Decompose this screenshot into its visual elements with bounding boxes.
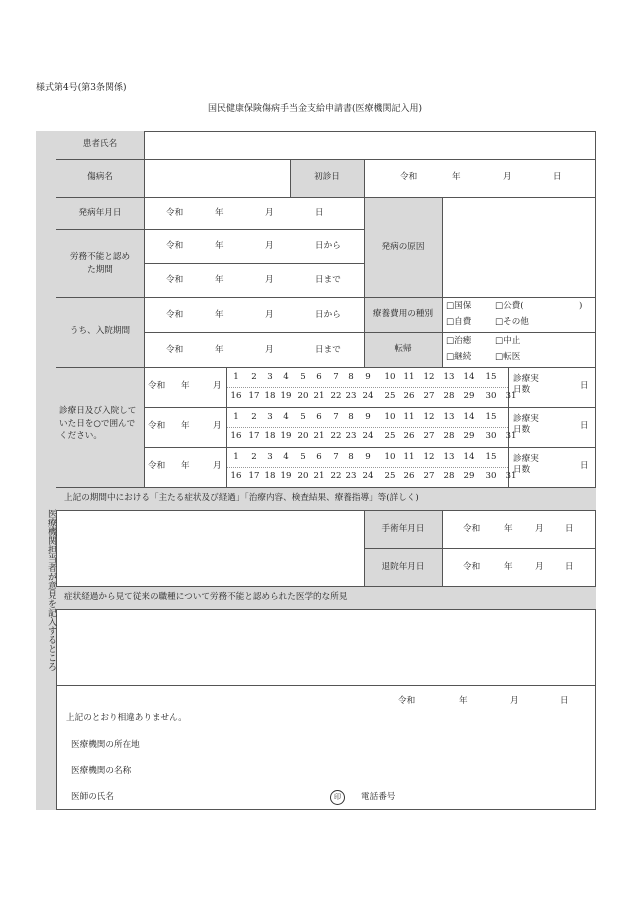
- discharge-era: 令和: [463, 562, 481, 572]
- sign-day: 日: [560, 696, 569, 706]
- day-cell[interactable]: 1: [233, 452, 239, 462]
- day-cell[interactable]: 5: [300, 372, 306, 382]
- day-cell[interactable]: 2: [251, 452, 257, 462]
- incapacity-to-era: 令和: [166, 275, 184, 285]
- day-cell[interactable]: 13: [443, 452, 455, 462]
- onset-day: 日: [315, 208, 324, 218]
- day-cell[interactable]: 8: [348, 452, 354, 462]
- day-cell[interactable]: 13: [443, 412, 455, 422]
- day-cell[interactable]: 22: [330, 431, 342, 441]
- day-cell[interactable]: 2: [251, 372, 257, 382]
- day-cell[interactable]: 11: [403, 452, 415, 462]
- day-cell[interactable]: 9: [365, 372, 371, 382]
- day-cell[interactable]: 22: [330, 391, 342, 401]
- day-cell[interactable]: 3: [267, 372, 273, 382]
- day-cell[interactable]: 23: [345, 471, 357, 481]
- surgery-date-label: 手術年月日: [381, 524, 425, 534]
- visit-row-year: 年: [181, 421, 190, 431]
- incapacity-from-era: 令和: [166, 241, 184, 251]
- day-cell[interactable]: 26: [403, 431, 415, 441]
- discharge-month: 月: [535, 562, 544, 572]
- day-cell[interactable]: 19: [280, 391, 292, 401]
- day-cell[interactable]: 17: [248, 471, 260, 481]
- outcome-stopped[interactable]: □中止: [495, 336, 521, 346]
- disease-name-field[interactable]: [145, 160, 289, 196]
- day-cell[interactable]: 29: [463, 391, 475, 401]
- hospital-from-year: 年: [215, 310, 224, 320]
- day-cell[interactable]: 23: [345, 431, 357, 441]
- day-cell[interactable]: 17: [248, 431, 260, 441]
- phone-label: 電話番号: [361, 792, 396, 802]
- day-cell[interactable]: 6: [316, 452, 322, 462]
- day-cell[interactable]: 14: [463, 412, 475, 422]
- clinic-address-label: 医療機関の所在地: [71, 740, 140, 750]
- visit-row-year: 年: [181, 461, 190, 471]
- day-cell[interactable]: 4: [283, 372, 289, 382]
- actual-days-unit: 日: [580, 381, 589, 391]
- first-visit-day: 日: [553, 172, 562, 182]
- seal-icon: 印: [330, 790, 345, 805]
- incapacity-from-year: 年: [215, 241, 224, 251]
- day-cell[interactable]: 18: [264, 391, 276, 401]
- side-label-column: [36, 131, 57, 810]
- symptoms-heading: 上記の期間中における「主たる症状及び経過」「治療内容、検査結果、療養指導」等(詳しく): [64, 493, 419, 503]
- day-cell[interactable]: 8: [348, 372, 354, 382]
- day-cell[interactable]: 16: [230, 431, 242, 441]
- onset-cause-label: 発病の原因: [381, 242, 425, 252]
- incapacity-to-day: 日まで: [315, 275, 341, 285]
- visit-row-month: 月: [213, 421, 222, 431]
- day-cell[interactable]: 19: [280, 471, 292, 481]
- sign-year: 年: [459, 696, 468, 706]
- day-cell[interactable]: 5: [300, 452, 306, 462]
- day-cell[interactable]: 22: [330, 471, 342, 481]
- day-cell[interactable]: 27: [423, 431, 435, 441]
- day-cell[interactable]: 28: [443, 431, 455, 441]
- onset-era: 令和: [166, 208, 184, 218]
- day-cell[interactable]: 24: [362, 431, 374, 441]
- visit-row-era: 令和: [148, 461, 166, 471]
- first-visit-year: 年: [452, 172, 461, 182]
- day-cell[interactable]: 27: [423, 471, 435, 481]
- day-cell[interactable]: 26: [403, 391, 415, 401]
- surgery-year: 年: [504, 524, 513, 534]
- day-cell[interactable]: 30: [485, 391, 497, 401]
- day-cell[interactable]: 12: [423, 452, 435, 462]
- onset-cause-field[interactable]: [443, 198, 595, 296]
- day-cell[interactable]: 12: [423, 412, 435, 422]
- onset-date-label: 発病年月日: [78, 208, 122, 218]
- cost-option-kouhi-close: ): [579, 301, 583, 311]
- day-cell[interactable]: 28: [443, 471, 455, 481]
- onset-year: 年: [215, 208, 224, 218]
- day-cell[interactable]: 31: [505, 431, 517, 441]
- incapacity-to-month: 月: [265, 275, 274, 285]
- day-cell[interactable]: 30: [485, 471, 497, 481]
- day-cell[interactable]: 5: [300, 412, 306, 422]
- day-cell[interactable]: 19: [280, 431, 292, 441]
- outcome-transfer[interactable]: □転医: [495, 352, 521, 362]
- clinic-name-label: 医療機関の名称: [71, 766, 132, 776]
- day-cell[interactable]: 10: [384, 372, 396, 382]
- form-number: 様式第4号(第3条関係): [36, 83, 127, 93]
- day-cell[interactable]: 21: [313, 431, 325, 441]
- patient-name-field[interactable]: [144, 132, 595, 158]
- cost-option-other[interactable]: □その他: [495, 317, 529, 327]
- day-cell[interactable]: 18: [264, 471, 276, 481]
- hospital-to-day: 日まで: [315, 345, 341, 355]
- day-cell[interactable]: 24: [362, 471, 374, 481]
- day-cell[interactable]: 9: [365, 412, 371, 422]
- visit-row-era: 令和: [148, 381, 166, 391]
- day-cell[interactable]: 30: [485, 431, 497, 441]
- actual-days-label: 診療実日数: [513, 414, 539, 435]
- actual-days-unit: 日: [580, 461, 589, 471]
- patient-name-label: 患者氏名: [82, 139, 118, 149]
- day-cell[interactable]: 10: [384, 452, 396, 462]
- surgery-era: 令和: [463, 524, 481, 534]
- day-cell[interactable]: 16: [230, 471, 242, 481]
- day-cell[interactable]: 14: [463, 452, 475, 462]
- day-cell[interactable]: 27: [423, 391, 435, 401]
- visit-row-year: 年: [181, 381, 190, 391]
- day-cell[interactable]: 31: [505, 391, 517, 401]
- opinion-field[interactable]: [57, 610, 595, 684]
- first-visit-era: 令和: [400, 172, 418, 182]
- day-cell[interactable]: 7: [333, 452, 339, 462]
- day-cell[interactable]: 12: [423, 372, 435, 382]
- day-cell[interactable]: 20: [297, 391, 309, 401]
- day-cell[interactable]: 31: [505, 471, 517, 481]
- day-cell[interactable]: 11: [403, 372, 415, 382]
- opinion-heading: 症状経過から見て従来の職種について労務不能と認められた医学的な所見: [64, 592, 348, 602]
- day-cell[interactable]: 6: [316, 412, 322, 422]
- day-cell[interactable]: 25: [384, 431, 396, 441]
- cost-option-kouhi[interactable]: □公費(: [495, 301, 524, 311]
- day-cell[interactable]: 15: [485, 452, 497, 462]
- hospital-from-day: 日から: [315, 310, 341, 320]
- day-cell[interactable]: 21: [313, 391, 325, 401]
- disease-name-label: 傷病名: [87, 172, 113, 182]
- day-cell[interactable]: 15: [485, 372, 497, 382]
- day-cell[interactable]: 28: [443, 391, 455, 401]
- day-cell[interactable]: 7: [333, 372, 339, 382]
- discharge-year: 年: [504, 562, 513, 572]
- incapacity-from-month: 月: [265, 241, 274, 251]
- visit-row-month: 月: [213, 381, 222, 391]
- day-cell[interactable]: 7: [333, 412, 339, 422]
- day-cell[interactable]: 25: [384, 391, 396, 401]
- day-cell[interactable]: 25: [384, 471, 396, 481]
- day-cell[interactable]: 8: [348, 412, 354, 422]
- certify-text: 上記のとおり相違ありません。: [66, 713, 187, 723]
- hospital-to-era: 令和: [166, 345, 184, 355]
- day-cell[interactable]: 9: [365, 452, 371, 462]
- day-cell[interactable]: 10: [384, 412, 396, 422]
- day-cell[interactable]: 18: [264, 431, 276, 441]
- discharge-day: 日: [565, 562, 574, 572]
- actual-days-label: 診療実日数: [513, 454, 539, 475]
- day-cell[interactable]: 3: [267, 412, 273, 422]
- day-cell[interactable]: 1: [233, 372, 239, 382]
- visit-days-label: 診療日及び入院していた日を○で囲んでください。: [59, 406, 137, 441]
- surgery-month: 月: [535, 524, 544, 534]
- hospital-to-month: 月: [265, 345, 274, 355]
- day-cell[interactable]: 24: [362, 391, 374, 401]
- page-title: 国民健康保険傷病手当金支給申請書(医療機関記入用): [207, 104, 423, 114]
- side-label: 医療機関担当者が意見を記入するところ: [46, 509, 56, 671]
- incapacity-to-year: 年: [215, 275, 224, 285]
- symptoms-field[interactable]: [57, 511, 363, 585]
- visit-row-era: 令和: [148, 421, 166, 431]
- day-cell[interactable]: 16: [230, 391, 242, 401]
- actual-days-unit: 日: [580, 421, 589, 431]
- hospital-period-label: うち、入院期間: [69, 326, 131, 336]
- day-cell[interactable]: 23: [345, 391, 357, 401]
- day-cell[interactable]: 4: [283, 412, 289, 422]
- day-cell[interactable]: 21: [313, 471, 325, 481]
- first-visit-month: 月: [503, 172, 512, 182]
- discharge-date-label: 退院年月日: [381, 562, 425, 572]
- day-cell[interactable]: 1: [233, 412, 239, 422]
- cost-option-kokuho[interactable]: □国保: [446, 301, 472, 311]
- hospital-from-era: 令和: [166, 310, 184, 320]
- sign-era: 令和: [398, 696, 416, 706]
- hospital-to-year: 年: [215, 345, 224, 355]
- day-cell[interactable]: 29: [463, 471, 475, 481]
- doctor-name-label: 医師の氏名: [71, 792, 114, 802]
- day-cell[interactable]: 14: [463, 372, 475, 382]
- cost-option-jihi[interactable]: □自費: [446, 317, 472, 327]
- incapacity-from-day: 日から: [315, 241, 341, 251]
- onset-month: 月: [265, 208, 274, 218]
- outcome-continuing[interactable]: □継続: [446, 352, 472, 362]
- day-cell[interactable]: 20: [297, 431, 309, 441]
- day-cell[interactable]: 17: [248, 391, 260, 401]
- sign-month: 月: [510, 696, 519, 706]
- surgery-day: 日: [565, 524, 574, 534]
- day-cell[interactable]: 6: [316, 372, 322, 382]
- cost-type-label: 療養費用の種別: [372, 309, 434, 319]
- outcome-label: 転帰: [394, 344, 412, 354]
- first-visit-label: 初診日: [314, 172, 340, 182]
- actual-days-label: 診療実日数: [513, 374, 539, 395]
- day-cell[interactable]: 11: [403, 412, 415, 422]
- day-cell[interactable]: 4: [283, 452, 289, 462]
- day-cell[interactable]: 20: [297, 471, 309, 481]
- day-cell[interactable]: 13: [443, 372, 455, 382]
- outcome-cured[interactable]: □治癒: [446, 336, 472, 346]
- day-cell[interactable]: 3: [267, 452, 273, 462]
- incapacity-label: 労務不能と認めた期間: [69, 252, 131, 275]
- day-cell[interactable]: 26: [403, 471, 415, 481]
- day-cell[interactable]: 29: [463, 431, 475, 441]
- hospital-from-month: 月: [265, 310, 274, 320]
- day-cell[interactable]: 15: [485, 412, 497, 422]
- day-cell[interactable]: 2: [251, 412, 257, 422]
- visit-row-month: 月: [213, 461, 222, 471]
